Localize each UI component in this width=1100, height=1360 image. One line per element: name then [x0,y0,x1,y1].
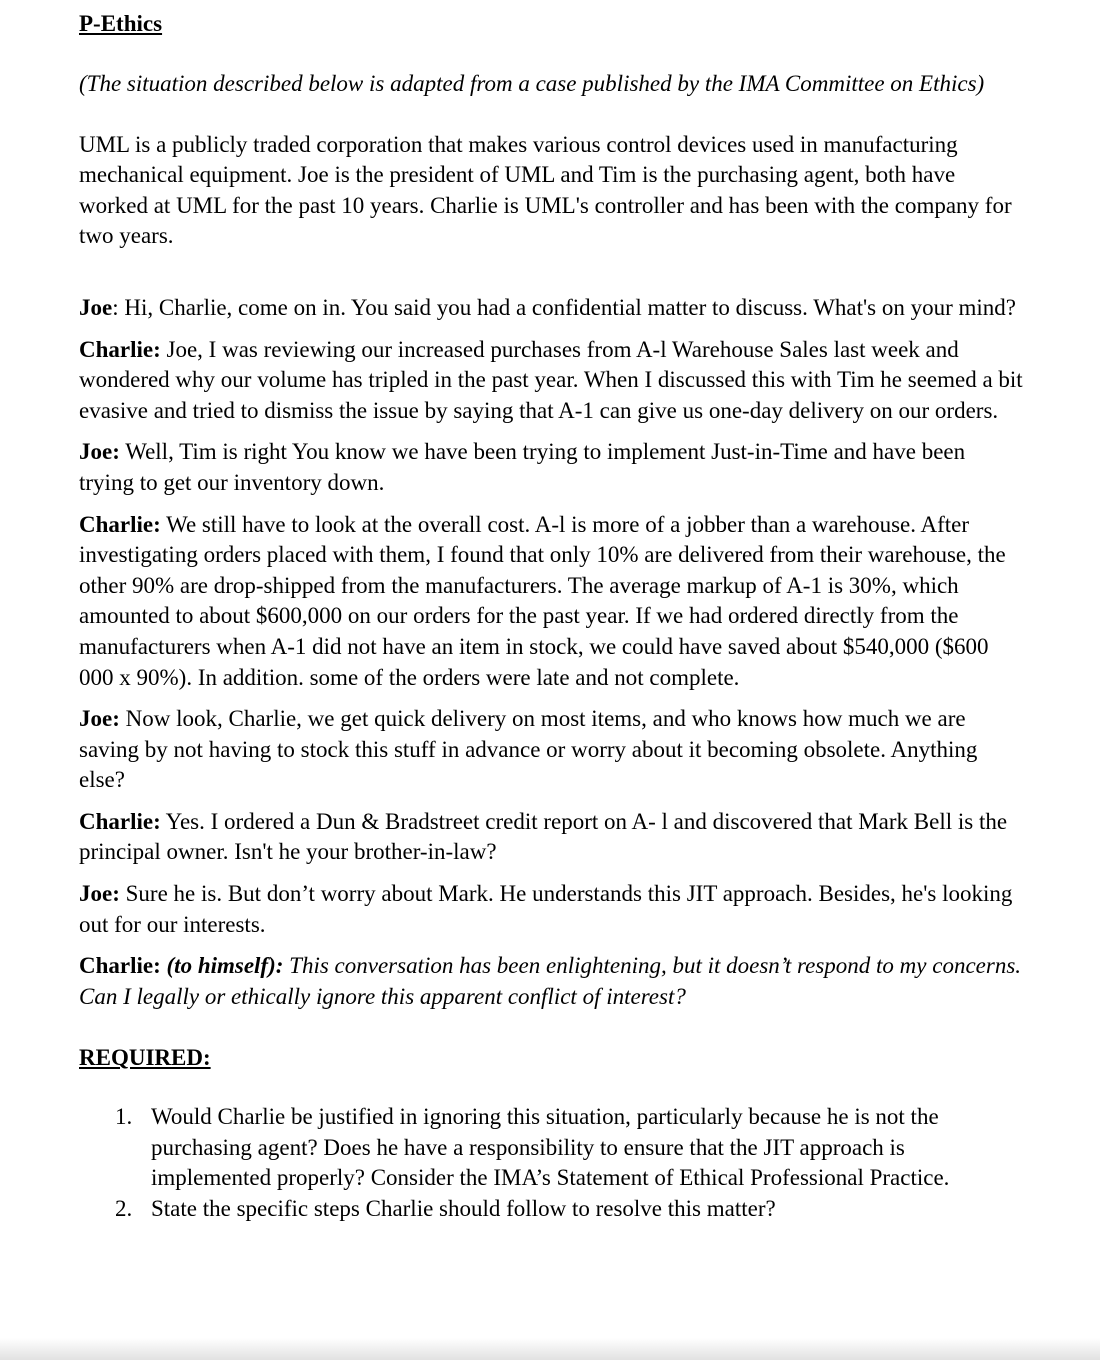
speaker-name: Charlie: [79,808,161,834]
speaker-name: Joe: [79,881,120,907]
speaker-name: Charlie: [79,336,161,362]
stage-direction: (to himself): [166,953,284,979]
dialogue-text: : Hi, Charlie, come on in. You said you had a confidential matter to discuss. What's on your mind? [112,294,1016,320]
question-text: State the specific steps Charlie should follow to resolve this matter? [151,1195,776,1221]
dialogue-text: Well, Tim is right You know we have been trying to implement Just-in-Time and have been trying to get our inventory down. [79,439,966,495]
dialogue-line [79,335,1024,427]
dialogue-line [79,807,1024,868]
question-number: 2. [115,1195,133,1221]
dialogue-line [79,293,1024,324]
inner-thought-text: This conversation has been enlightening, but it doesn’t respond to my concerns. Can I legally or ethically ignore this apparent conflict of interest? [79,953,1022,1009]
page-bottom-edge [0,1338,1100,1360]
dialogue-text: Yes. I ordered a Dun & Bradstreet credit report on A- l and discovered that Mark Bell is the principal owner. Isn't he your brother-in-law? [79,808,1008,865]
dialogue-line [79,437,1024,498]
question-text: Would Charlie be justified in ignoring this situation, particularly because he is not the purchasing agent? Does he have a responsibility to ensure that the JIT approach is implemented properly? Consider the IMA’s Statement of Ethical Professional Practice. [151,1104,950,1191]
speaker-name: Joe: [79,439,120,465]
dialogue-line [79,879,1024,940]
speaker-name: Joe [79,294,113,320]
speaker-name: Charlie: [79,511,161,537]
document-page [79,9,1024,1224]
question-number: 1. [115,1104,133,1130]
speaker-name: Joe: [79,706,120,732]
question-item [79,1194,1024,1225]
document-title: P-Ethics [79,11,163,36]
dialogue-text: Joe, I was reviewing our increased purchases from A-l Warehouse Sales last week and wondered why our volume has tripled in the past year. When I discussed this with Tim he seemed a bit evasive and tried to dismiss the issue by saying that A-1 can give us one-day delivery on our orders. [79,336,1023,423]
question-item [79,1102,1024,1194]
dialogue-line [79,510,1024,694]
dialogue [79,293,1024,1012]
dialogue-text: We still have to look at the overall cost. A-l is more of a jobber than a warehouse. After investigating orders placed with them, I found that only 10% are delivered from their warehouse, the other 90% are drop-shipped from the manufacturers. The average markup of A-1 is 30%, which amounted to about $600,000 on our orders for the past year. If we had ordered directly from the manufacturers when A-1 did not have an item in stock, we could have saved about $540,000 ($600 000 x 90%). In addition. some of the orders were late and not complete. [79,511,1006,690]
speaker-name: Charlie: [79,953,161,979]
dialogue-line [79,704,1024,796]
intro-paragraph: UML is a publicly traded corporation that makes various control devices used in manufacturing mechanical equipment. Joe is the president of UML and Tim is the purchasing agent, both have worked at UML for the past 10 years. Charlie is UML's controller and has been with the company for two years. [79,131,1012,249]
question-list [79,1102,1024,1224]
source-note: (The situation described below is adapted from a case published by the IMA Committee on Ethics) [79,71,985,96]
dialogue-line-final [79,951,1024,1012]
required-heading: REQUIRED: [79,1045,211,1071]
dialogue-text: Now look, Charlie, we get quick delivery on most items, and who knows how much we are saving by not having to stock this stuff in advance or worry about it becoming obsolete. Anything else? [79,706,978,793]
dialogue-text: Sure he is. But don’t worry about Mark. He understands this JIT approach. Besides, he's looking out for our interests. [79,881,1013,937]
